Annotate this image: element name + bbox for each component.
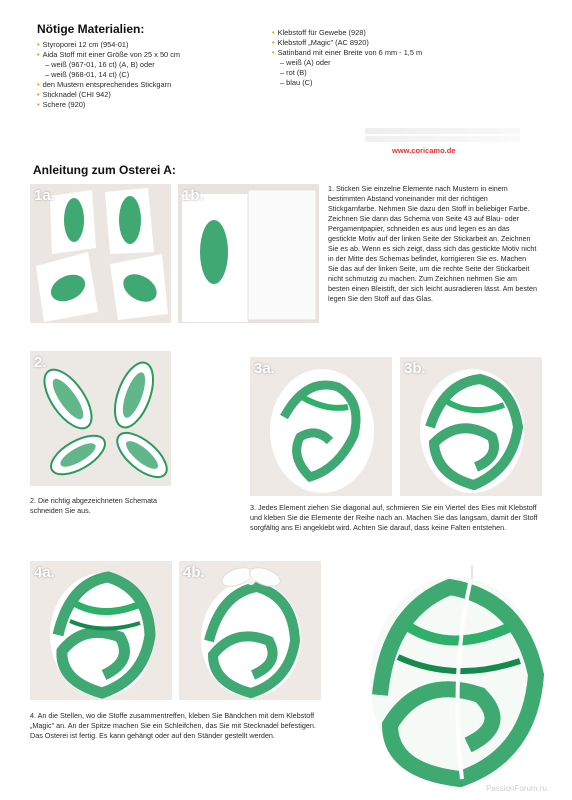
- photo-3a: [250, 357, 392, 496]
- step-3-text: 3. Jedes Element ziehen Sie diagonal auf, schmieren Sie ein Viertel des Eies mit Klebstoff und kleben Sie die Elemente der Reihe nach an. Machen Sie das langsam, damit der Stoff sorgfältig ans Ei angeklebt wird. Achten Sie darauf, dass keine Falten entstehen.: [250, 503, 538, 532]
- guide-title: Anleitung zum Osterei A:: [33, 163, 176, 177]
- finished-egg-photo: [350, 565, 555, 790]
- materials-list-left: [37, 40, 180, 110]
- step-4-text: 4. An die Stellen, wo die Stoffe zusammentreffen, kleben Sie Bändchen mit dem Klebstoff „Magic" an. An der Spitze machen Sie ein Schleifchen, das Sie mit Stecknadel befestigen. Das Osterei ist fertig. Es kann gehängt oder auf den Ständer gestellt werden.: [30, 711, 316, 740]
- photo-2: [30, 351, 171, 486]
- photo-1a-label: 1a.: [34, 187, 55, 204]
- material-item: – rot (B): [272, 68, 422, 78]
- materials-title: Nötige Materialien:: [37, 22, 145, 36]
- photo-4a-label: 4a.: [34, 564, 55, 581]
- material-item: • den Mustern entsprechendes Stickgarn: [37, 80, 172, 89]
- material-item: • Klebstoff „Magic" (AC 8920): [272, 38, 369, 47]
- photo-4b: [179, 561, 321, 700]
- material-item: • Schere (920): [37, 100, 86, 109]
- material-item: – weiß (968-01, 14 ct) (C): [37, 70, 180, 80]
- photo-1a: [30, 184, 171, 323]
- photo-3b: [400, 357, 542, 496]
- material-item: • Klebstoff für Gewebe (928): [272, 28, 366, 37]
- website-link[interactable]: www.coricamo.de: [392, 146, 456, 155]
- photo-1b: [178, 184, 319, 323]
- material-item: – weiß (967-01, 16 ct) (A, B) oder: [37, 60, 180, 70]
- photo-3a-label: 3a.: [254, 360, 275, 377]
- material-item: • Aida Stoff mit einer Größe von 25 x 50 cm: [37, 50, 181, 59]
- material-item: – blau (C): [272, 78, 422, 88]
- step-1-text: 1. Sticken Sie einzelne Elemente nach Mustern in einem bestimmten Abstand voneinander mit der richtigen Stickgarnfarbe. Nehmen Sie dazu den Stoff in beliebiger Farbe. Zeichnen Sie dann das Schema von Seite 43 auf Blau- oder Pergamentpapier, schneiden es aus und legen es an das gestickte Motiv auf der linken Seite der Stickarbeit an. Zeichnen Sie es ab. Wenn es sich zeigt, dass sich das gestickte Motiv nicht in der Mitte des Schemas befindet, korrigieren Sie es. Machen Sie das auf der linken Seite, um die rechte Seite der Stickarbeit nicht schmutzig zu machen. Zum Zeichnen nehmen Sie am besten einen Bleistift, der sich leicht ausradieren lässt. Am besten legen Sie den Stoff auf das Glas.: [328, 184, 537, 303]
- photo-4b-label: 4b.: [183, 564, 205, 581]
- material-item: • Styroporei 12 cm (954-01): [37, 40, 129, 49]
- photo-1b-label: 1b.: [182, 187, 204, 204]
- faded-hint: [365, 128, 520, 142]
- materials-list-right: [272, 28, 422, 88]
- material-item: • Sticknadel (CHI 942): [37, 90, 111, 99]
- material-item: • Satinband mit einer Breite von 6 mm - 1,5 m: [272, 48, 423, 57]
- material-item: – weiß (A) oder: [272, 58, 422, 68]
- watermark: PassionForum.ru: [486, 784, 547, 793]
- photo-2-label: 2.: [34, 354, 47, 371]
- photo-4a: [30, 561, 172, 700]
- step-2-text: 2. Die richtig abgezeichneten Schemata schneiden Sie aus.: [30, 496, 158, 515]
- photo-3b-label: 3b.: [404, 360, 426, 377]
